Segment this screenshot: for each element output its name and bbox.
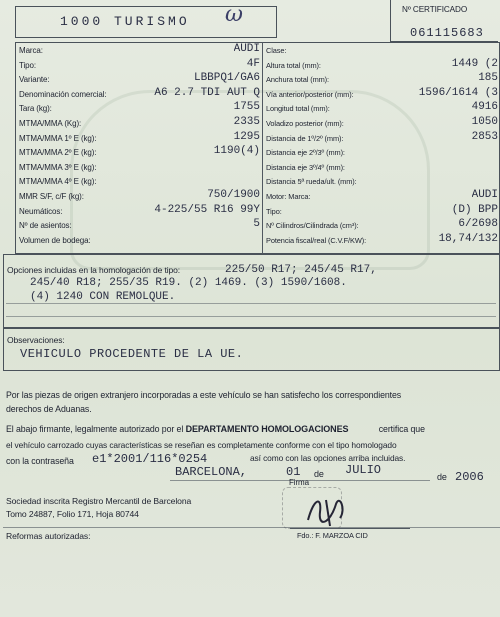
right_fields-value-11: (D) BPP	[451, 203, 498, 216]
signer-text-pre: El abajo firmante, legalmente autorizado por el	[6, 424, 184, 434]
sign-year: 2006	[455, 470, 484, 484]
left_fields-value-12: 5	[253, 218, 260, 231]
reformas-label: Reformas autorizadas:	[6, 531, 91, 541]
right_fields-label-7: Distancia eje 2º/3º (mm):	[266, 148, 345, 158]
date-de-2: de	[437, 472, 447, 482]
right_fields-label-1: Altura total (mm):	[266, 60, 321, 70]
left_fields-value-7: 1190(4)	[213, 145, 260, 158]
right_fields-value-6: 2853	[471, 130, 498, 143]
right_fields-label-0: Clase:	[266, 46, 287, 55]
right_fields-value-13: 18,74/132	[438, 232, 498, 245]
right_fields-label-8: Distancia eje 3º/4º (mm):	[266, 162, 345, 172]
left_fields-label-4: Tara (kg):	[19, 104, 52, 114]
left_fields-value-2: LBBPQ1/GA6	[193, 72, 260, 85]
firma-label: Firma	[289, 478, 309, 487]
left_fields-label-1: Tipo:	[19, 60, 36, 70]
right_fields-value-10: AUDI	[471, 189, 498, 201]
left_fields-value-11: 4-225/55 R16 99Y	[154, 203, 260, 216]
right_fields-label-5: Voladizo posterior (mm):	[266, 119, 344, 128]
left_fields-value-5: 2335	[233, 116, 260, 128]
observaciones-value: VEHICULO PROCEDENTE DE LA UE.	[20, 347, 244, 361]
date-de-1: de	[314, 469, 324, 479]
right_fields-label-6: Distancia de 1º/2º (mm):	[266, 133, 344, 143]
footer-rule	[3, 527, 500, 528]
customs-text-1: Por las piezas de origen extranjero incorporadas a este vehículo se han satisfecho los correspondientes	[6, 390, 402, 400]
signer-text-1	[6, 424, 425, 434]
right_fields-value-3: 1596/1614 (3	[418, 86, 498, 99]
right_fields-label-12: Nº Cilindros/Cilindrada (cm³):	[266, 221, 359, 231]
options-rule-1	[6, 303, 496, 304]
observaciones-label: Observaciones:	[7, 335, 65, 345]
left_fields-label-9: MTMA/MMA 4º E (kg):	[19, 177, 97, 187]
type-approval-code: e1*2001/116*0254	[92, 452, 208, 466]
right_fields-label-13: Potencia fiscal/real (C.V.F/KW):	[266, 235, 367, 245]
sign-city: BARCELONA,	[175, 465, 248, 479]
right_fields-label-4: Longitud total (mm):	[266, 104, 330, 114]
left_fields-value-0: AUDI	[233, 43, 260, 55]
left_fields-label-6: MTMA/MMA 1º E (kg):	[19, 133, 97, 143]
signer-line	[290, 528, 410, 529]
right_fields-value-1: 1449 (2	[451, 57, 498, 70]
cert-number-label: Nº CERTIFICADO	[402, 5, 468, 14]
options-label: Opciones incluidas en la homologación de tipo:	[7, 265, 181, 275]
left_fields-label-5: MTMA/MMA (Kg):	[19, 119, 82, 128]
handwritten-mark: ω	[225, 2, 243, 27]
vehicle-category: 1000 TURISMO	[60, 14, 190, 29]
left_fields-label-11: Neumáticos:	[19, 206, 63, 216]
signature-mark	[300, 490, 360, 530]
customs-text-2: derechos de Aduanas.	[6, 404, 92, 414]
left_fields-label-0: Marca:	[19, 46, 43, 55]
registry-line-2: Tomo 24887, Folio 171, Hoja 80744	[6, 509, 139, 519]
right_fields-label-2: Anchura total (mm):	[266, 75, 329, 85]
right_fields-value-5: 1050	[471, 116, 498, 128]
right_fields-value-2: 185	[478, 72, 498, 85]
options-line-3: (4) 1240 CON REMOLQUE.	[30, 291, 176, 303]
right_fields-label-9: Distancia 5ª rueda/ult. (mm):	[266, 177, 357, 187]
left_fields-value-1: 4F	[246, 57, 260, 70]
department-name: DEPARTAMENTO HOMOLOGACIONES	[185, 424, 349, 434]
sign-month: JULIO	[345, 463, 382, 477]
options-included-text: así como con las opciones arriba incluidas.	[250, 453, 406, 463]
left_fields-label-3: Denominación comercial:	[19, 89, 107, 99]
left_fields-label-10: MMR S/F, c/F (kg):	[19, 192, 84, 201]
left_fields-label-7: MTMA/MMA 2º E (kg):	[19, 148, 97, 158]
specs-divider	[262, 42, 263, 254]
left_fields-value-3: A6 2.7 TDI AUT Q	[154, 86, 260, 99]
left_fields-label-8: MTMA/MMA 3º E (kg):	[19, 162, 97, 172]
signer-name: Fdo.: F. MARZOA CID	[297, 531, 368, 540]
right_fields-label-11: Tipo:	[266, 206, 282, 216]
conformity-text: el vehículo carrozado cuyas características se reseñan es completamente conforme con el tipo homologado	[6, 440, 397, 450]
right_fields-value-12: 6/2698	[458, 218, 498, 231]
left_fields-value-10: 750/1900	[207, 189, 260, 201]
left_fields-value-4: 1755	[233, 101, 260, 114]
registry-line-1: Sociedad inscrita Registro Mercantil de Barcelona	[6, 496, 192, 506]
contrasena-label: con la contraseña	[6, 456, 74, 466]
options-line-1: 225/50 R17; 245/45 R17,	[225, 264, 377, 276]
right_fields-label-3: Vía anterior/posterior (mm):	[266, 89, 354, 99]
left_fields-value-6: 1295	[233, 130, 260, 143]
signer-text-post: certifica que	[378, 424, 425, 434]
left_fields-label-12: Nº de asientos:	[19, 221, 72, 231]
cert-number: 061115683	[410, 26, 484, 40]
options-line-2: 245/40 R18; 255/35 R19. (2) 1469. (3) 1590/1608.	[30, 277, 347, 289]
right_fields-label-10: Motor: Marca:	[266, 192, 311, 201]
options-rule-2	[6, 316, 496, 317]
left_fields-label-2: Variante:	[19, 75, 50, 85]
sign-day: 01	[286, 465, 301, 479]
left_fields-label-13: Volumen de bodega:	[19, 235, 91, 245]
right_fields-value-4: 4916	[471, 101, 498, 114]
